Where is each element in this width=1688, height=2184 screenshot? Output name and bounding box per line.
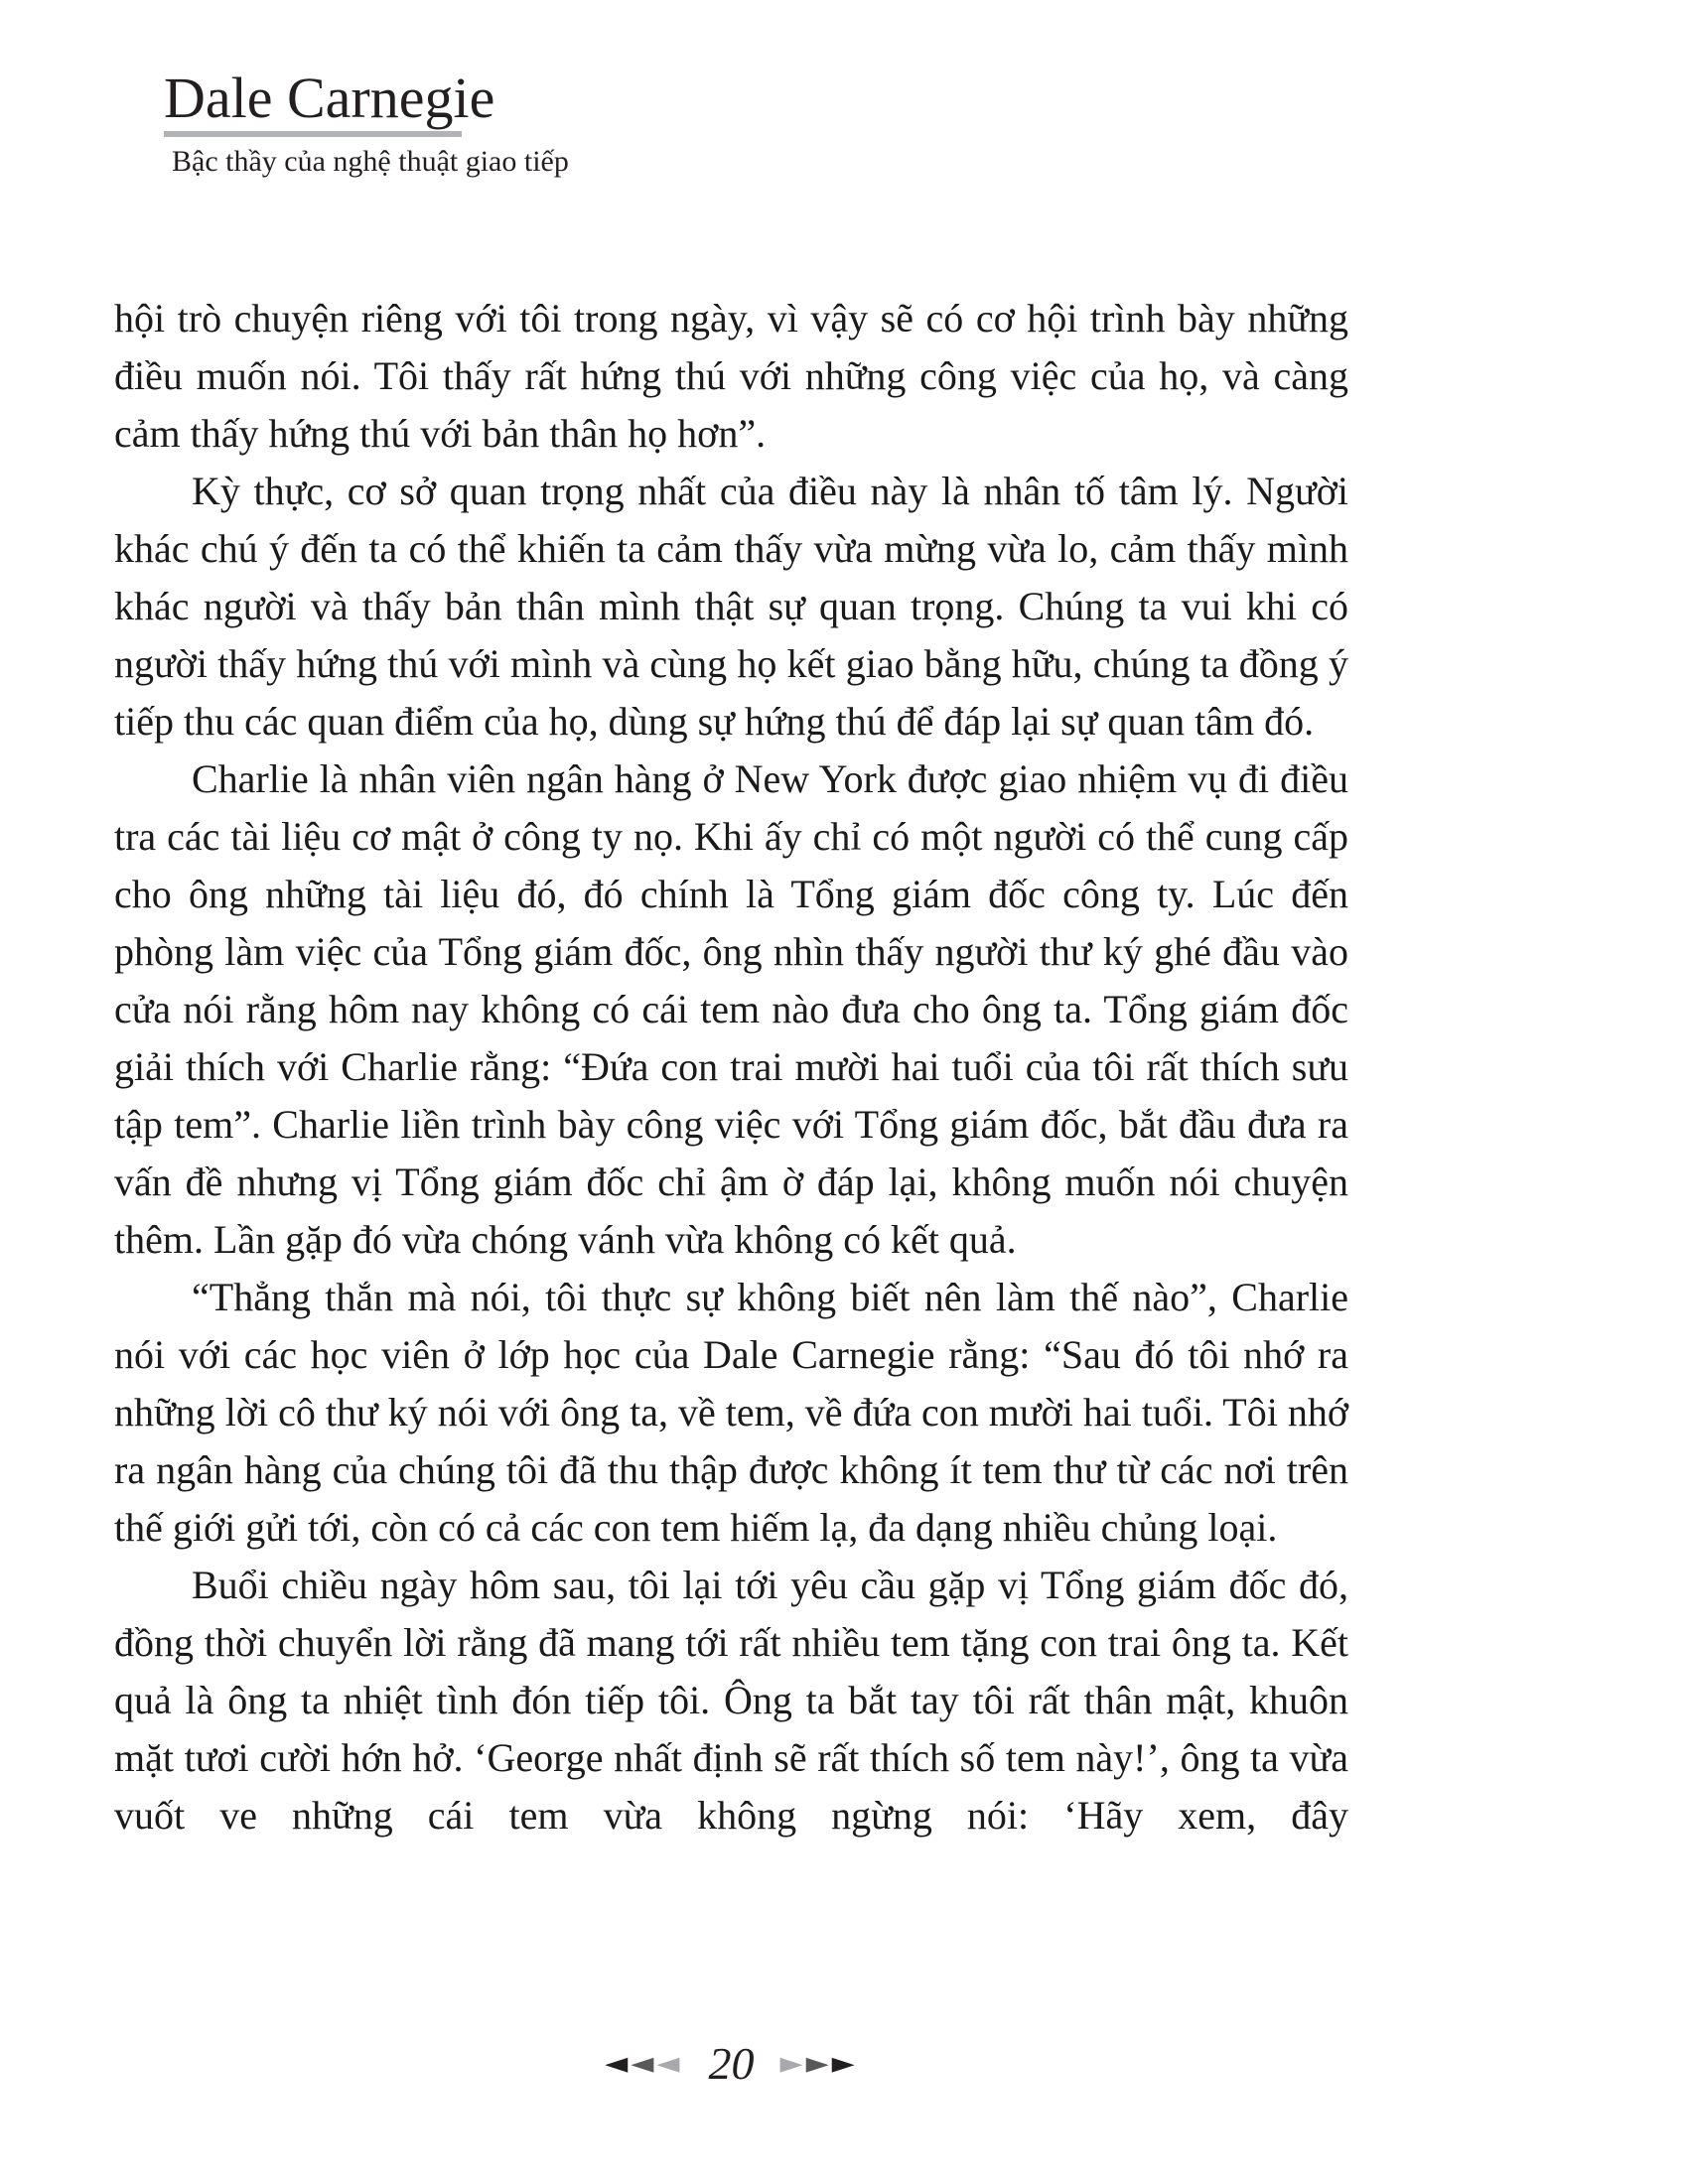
paragraph: hội trò chuyện riêng với tôi trong ngày, vì vậy sẽ có cơ hội trình bày những điều muốn nói. Tôi thấy rất hứng thú với những công việc của họ, và càng cảm thấy hứng thú với bản thân họ hơn”.: [114, 296, 1348, 456]
body-text: [114, 290, 1348, 1844]
page-number: 20: [708, 2038, 755, 2089]
author-tagline: Bậc thầy của nghệ thuật giao tiếp: [172, 145, 569, 178]
title-underline: [164, 131, 462, 137]
page-footer: [114, 2038, 1348, 2089]
paragraph: Buổi chiều ngày hôm sau, tôi lại tới yêu cầu gặp vị Tổng giám đốc đó, đồng thời chuyển lời rằng đã mang tới rất nhiều tem tặng con trai ông ta. Kết quả là ông ta nhiệt tình đón tiếp tôi. Ông ta bắt tay tôi rất thân mật, khuôn mặt tươi cười hớn hở. ‘George nhất định sẽ rất thích số tem này!’, ông ta vừa vuốt ve những cái tem vừa không ngừng nói: ‘Hãy xem, đây: [114, 1563, 1348, 1838]
page-header: [164, 68, 569, 179]
left-arrow-icon: ◄: [605, 2046, 632, 2081]
paragraph: Charlie là nhân viên ngân hàng ở New York được giao nhiệm vụ đi điều tra các tài liệu cơ mật ở công ty nọ. Khi ấy chỉ có một người có thể cung cấp cho ông những tài liệu đó, đó chính là Tổng giám đốc công ty. Lúc đến phòng làm việc của Tổng giám đốc, ông nhìn thấy người thư ký ghé đầu vào cửa nói rằng hôm nay không có cái tem nào đưa cho ông ta. Tổng giám đốc giải thích với Charlie rằng: “Đứa con trai mười hai tuổi của tôi rất thích sưu tập tem”. Charlie liền trình bày công việc với Tổng giám đốc, bắt đầu đưa ra vấn đề nhưng vị Tổng giám đốc chỉ ậm ờ đáp lại, không muốn nói chuyện thêm. Lần gặp đó vừa chóng vánh vừa không có kết quả.: [114, 756, 1348, 1262]
left-arrow-icon: ◄: [631, 2046, 657, 2081]
author-name: Dale Carnegie: [164, 66, 495, 130]
right-arrow-icon: ►: [831, 2046, 858, 2081]
left-arrows-icon: [605, 2044, 682, 2084]
paragraph: Kỳ thực, cơ sở quan trọng nhất của điều này là nhân tố tâm lý. Người khác chú ý đến ta có thể khiến ta cảm thấy vừa mừng vừa lo, cảm thấy mình khác người và thấy bản thân mình thật sự quan trọng. Chúng ta vui khi có người thấy hứng thú với mình và cùng họ kết giao bằng hữu, chúng ta đồng ý tiếp thu các quan điểm của họ, dùng sự hứng thú để đáp lại sự quan tâm đó.: [114, 469, 1348, 744]
right-arrow-icon: ►: [805, 2046, 832, 2081]
right-arrow-icon: ►: [779, 2046, 806, 2081]
right-arrows-icon: [780, 2044, 858, 2084]
paragraph: “Thẳng thắn mà nói, tôi thực sự không biết nên làm thế nào”, Charlie nói với các học viên ở lớp học của Dale Carnegie rằng: “Sau đó tôi nhớ ra những lời cô thư ký nói với ông ta, về tem, về đứa con mười hai tuổi. Tôi nhớ ra ngân hàng của chúng tôi đã thu thập được không ít tem thư từ các nơi trên thế giới gửi tới, còn có cả các con tem hiếm lạ, đa dạng nhiều chủng loại.: [114, 1275, 1348, 1550]
left-arrow-icon: ◄: [656, 2046, 683, 2081]
